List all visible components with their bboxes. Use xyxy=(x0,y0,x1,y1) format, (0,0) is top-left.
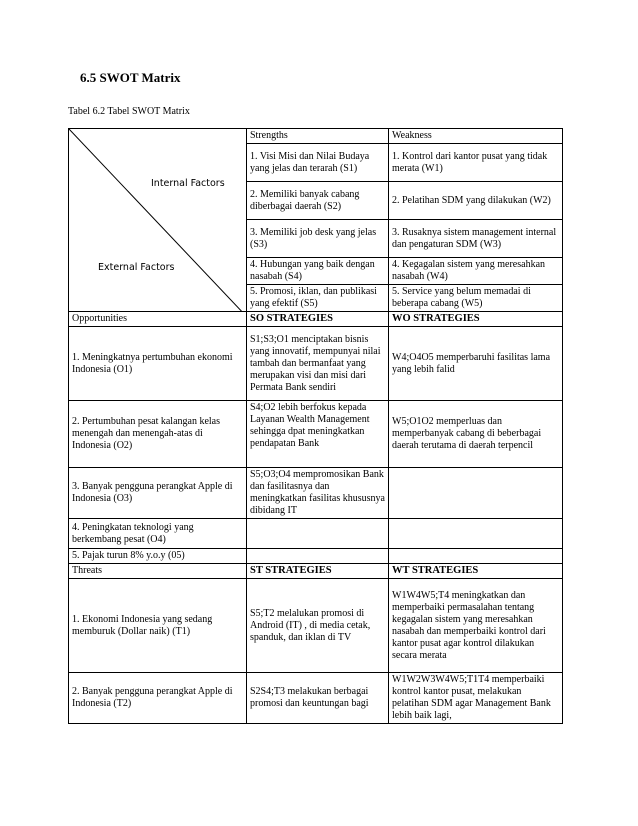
so-strategy xyxy=(247,549,389,564)
opportunity-item: 1. Meningkatnya pertumbuhan ekonomi Indonesia (O1) xyxy=(69,327,247,401)
table-caption: Tabel 6.2 Tabel SWOT Matrix xyxy=(68,106,190,117)
so-strategy: S5;O3;O4 mempromosikan Bank dan fasilitasnya dan meningkatkan fasilitas khususnya dibidang IT xyxy=(247,468,389,519)
strength-item: 1. Visi Misi dan Nilai Budaya yang jelas dan terarah (S1) xyxy=(247,144,389,182)
weakness-item: 3. Rusaknya sistem management internal dan pengaturan SDM (W3) xyxy=(389,220,563,258)
diagonal-divider xyxy=(69,129,247,312)
opportunity-item: 2. Pertumbuhan pesat kalangan kelas menengah dan menengah-atas di Indonesia (O2) xyxy=(69,401,247,468)
wo-strategy xyxy=(389,549,563,564)
wt-strategy: W1W2W3W4W5;T1T4 memperbaiki kontrol kantor pusat, melakukan pelatihan SDM agar Management Bank lebih baik lagi, xyxy=(389,673,563,724)
threats-label: Threats xyxy=(69,564,247,579)
wo-strategies-title: WO STRATEGIES xyxy=(389,312,563,327)
strength-item: 5. Promosi, iklan, dan publikasi yang efektif (S5) xyxy=(247,285,389,312)
weakness-item: 2. Pelatihan SDM yang dilakukan (W2) xyxy=(389,182,563,220)
st-strategies-title: ST STRATEGIES xyxy=(247,564,389,579)
so-strategy: S1;S3;O1 menciptakan bisnis yang innovatif, mempunyai nilai tambah dan bermanfaat yang merupakan visi dan misi dari Permata Bank sendiri xyxy=(247,327,389,401)
wt-strategies-title: WT STRATEGIES xyxy=(389,564,563,579)
threat-item: 1. Ekonomi Indonesia yang sedang memburuk (Dollar naik) (T1) xyxy=(69,579,247,673)
corner-cell xyxy=(69,129,247,312)
strength-item: 2. Memiliki banyak cabang diberbagai daerah (S2) xyxy=(247,182,389,220)
so-strategies-title: SO STRATEGIES xyxy=(247,312,389,327)
strength-item: 4. Hubungan yang baik dengan nasabah (S4) xyxy=(247,258,389,285)
st-strategy: S2S4;T3 melakukan berbagai promosi dan keuntungan bagi xyxy=(247,673,389,724)
internal-factors-label: Internal Factors xyxy=(151,178,225,189)
strengths-header: Strengths xyxy=(247,129,389,144)
section-heading: 6.5 SWOT Matrix xyxy=(80,70,181,85)
strength-item: 3. Memiliki job desk yang jelas (S3) xyxy=(247,220,389,258)
opportunity-item: 3. Banyak pengguna perangkat Apple di Indonesia (O3) xyxy=(69,468,247,519)
swot-matrix-table xyxy=(68,128,563,724)
weakness-item: 4. Kegagalan sistem yang meresahkan nasabah (W4) xyxy=(389,258,563,285)
so-strategy: S4;O2 lebih berfokus kepada Layanan Wealth Management sehingga dpat meningkatkan pendapatan Bank xyxy=(247,401,389,468)
wt-strategy: W1W4W5;T4 meningkatkan dan memperbaiki permasalahan tentang kegagalan sistem yang meresahkan nasabah dan memperbaiki kontrol dari kantor pusat agar kontrol dilakukan secara merata xyxy=(389,579,563,673)
weakness-item: 1. Kontrol dari kantor pusat yang tidak merata (W1) xyxy=(389,144,563,182)
opportunity-item: 4. Peningkatan teknologi yang berkembang pesat (O4) xyxy=(69,519,247,549)
opportunities-label: Opportunities xyxy=(69,312,247,327)
wo-strategy: W4;O4O5 memperbaruhi fasilitas lama yang lebih falid xyxy=(389,327,563,401)
opportunity-item: 5. Pajak turun 8% y.o.y (05) xyxy=(69,549,247,564)
wo-strategy xyxy=(389,468,563,519)
weakness-item: 5. Service yang belum memadai di beberapa cabang (W5) xyxy=(389,285,563,312)
wo-strategy: W5;O1O2 memperluas dan memperbanyak cabang di beberbagai daerah terutama di daerah terpencil xyxy=(389,401,563,468)
so-strategy xyxy=(247,519,389,549)
st-strategy: S5;T2 melalukan promosi di Android (IT) , di media cetak, spanduk, dan iklan di TV xyxy=(247,579,389,673)
external-factors-label: External Factors xyxy=(98,262,175,273)
threat-item: 2. Banyak pengguna perangkat Apple di Indonesia (T2) xyxy=(69,673,247,724)
wo-strategy xyxy=(389,519,563,549)
weakness-header: Weakness xyxy=(389,129,563,144)
